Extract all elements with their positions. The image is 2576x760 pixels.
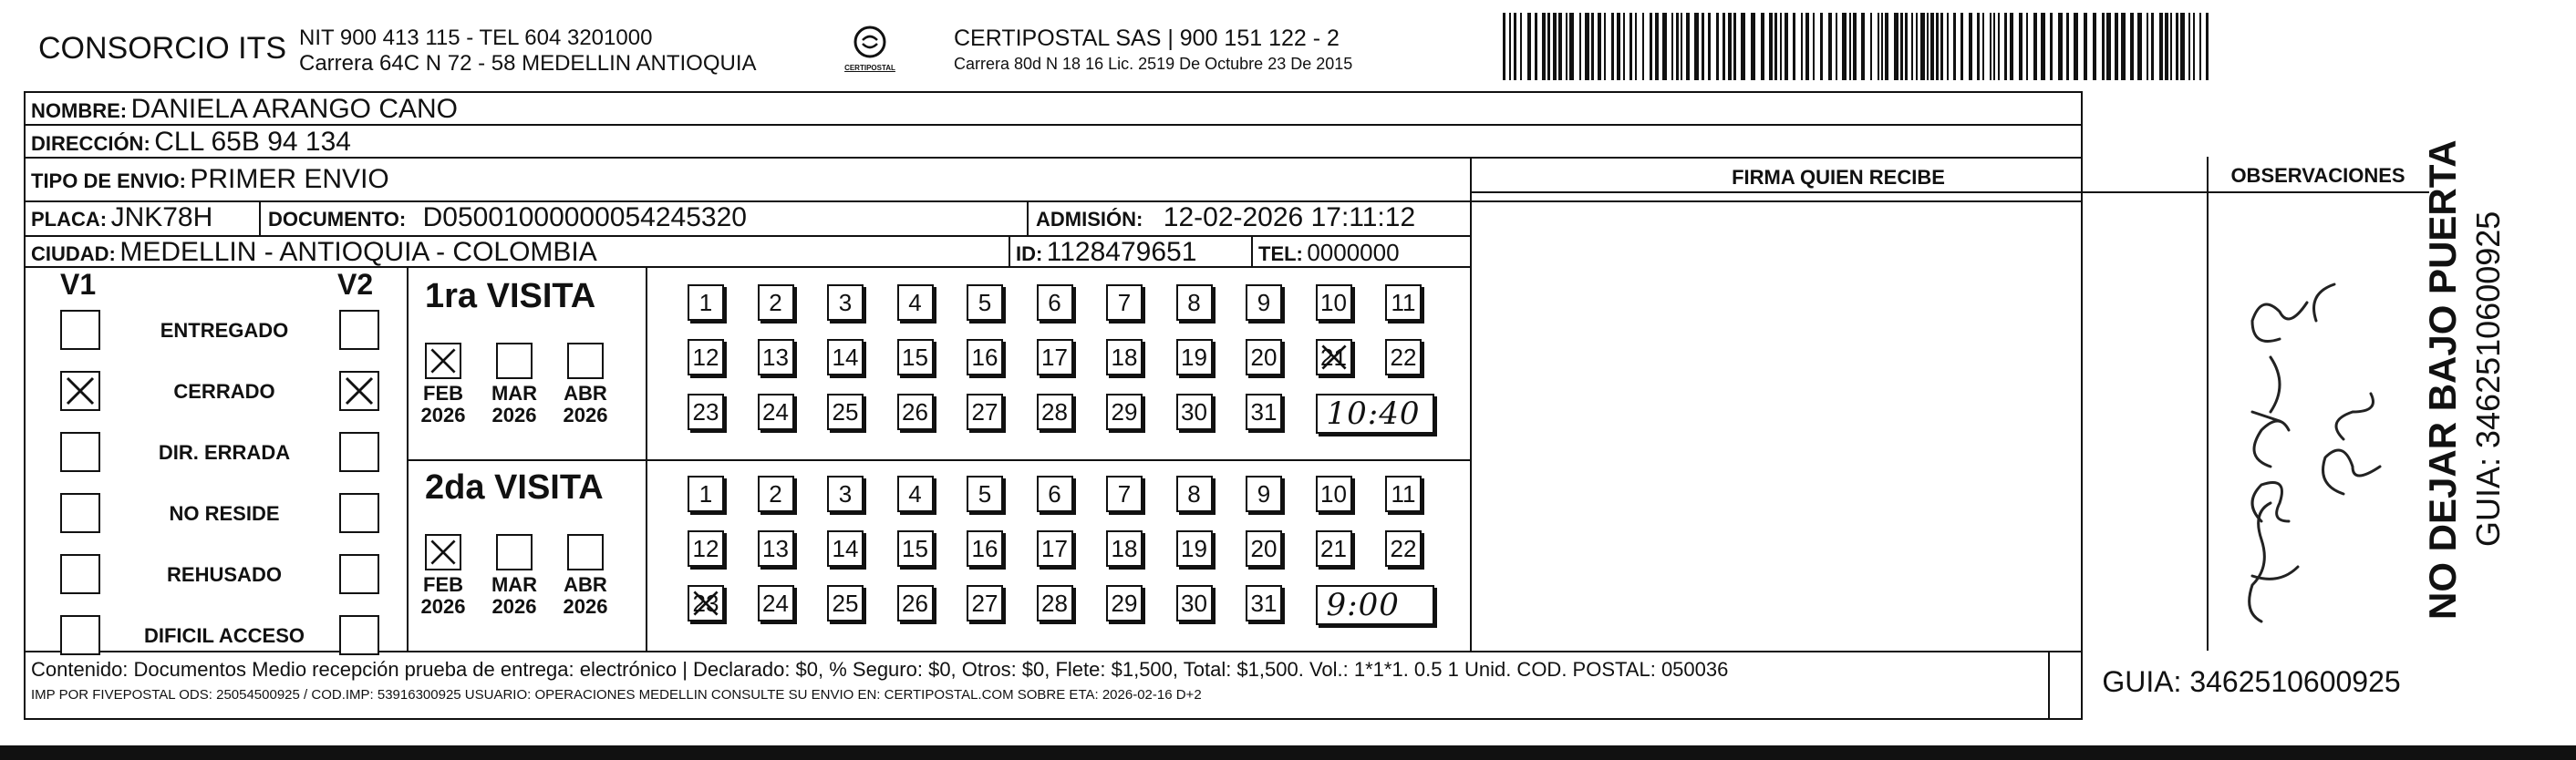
month-checkbox[interactable] xyxy=(425,343,461,379)
month-year: 2026 xyxy=(491,404,537,426)
v2-checkbox[interactable] xyxy=(339,554,379,594)
status-label: NO RESIDE xyxy=(169,502,280,525)
day-box[interactable]: 19 xyxy=(1176,530,1213,567)
day-box[interactable]: 24 xyxy=(758,585,794,621)
day-box[interactable]: 23 xyxy=(688,585,724,621)
month-checkbox[interactable] xyxy=(496,343,533,379)
admision-row xyxy=(1036,202,1415,233)
day-box[interactable]: 14 xyxy=(827,339,864,375)
ciudad-row xyxy=(31,237,597,268)
day-box[interactable]: 23 xyxy=(688,394,724,430)
side-guia: GUIA: 3462510600925 xyxy=(2469,211,2507,547)
observaciones-header: OBSERVACIONES xyxy=(2230,164,2405,187)
certipostal-license: Carrera 80d N 18 16 Lic. 2519 De Octubre 23 De 2015 xyxy=(954,55,1353,73)
day-box[interactable]: 1 xyxy=(688,476,724,512)
tel-value: 0000000 xyxy=(1307,239,1400,266)
month-checkbox[interactable] xyxy=(425,534,461,570)
v2-checkbox[interactable] xyxy=(339,310,379,350)
day-box[interactable]: 15 xyxy=(897,339,934,375)
v1-checkbox[interactable] xyxy=(60,432,100,472)
day-box[interactable]: 13 xyxy=(758,339,794,375)
day-box[interactable]: 17 xyxy=(1037,339,1073,375)
v1-header: V1 xyxy=(60,268,97,301)
v1-checkbox[interactable] xyxy=(60,310,100,350)
day-check-mark xyxy=(689,587,722,620)
day-box[interactable]: 20 xyxy=(1246,339,1282,375)
v2-checkbox[interactable] xyxy=(339,371,379,411)
day-box[interactable]: 29 xyxy=(1106,585,1143,621)
footer-imp: IMP POR FIVEPOSTAL ODS: 25054500925 / COD.IMP: 53916300925 USUARIO: OPERACIONES MEDELLIN CONSULTE SU ENVIO EN: CERTIPOSTAL.COM SOBRE ETA: 2026-02-16 D+2 xyxy=(31,687,1202,703)
direccion-label: DIRECCIÓN: xyxy=(31,132,150,155)
day-box[interactable]: 19 xyxy=(1176,339,1213,375)
day-box[interactable]: 8 xyxy=(1176,476,1213,512)
month-year: 2026 xyxy=(420,595,466,618)
month-label xyxy=(558,383,613,426)
tipo-envio-label: TIPO DE ENVIO: xyxy=(31,169,186,192)
day-box[interactable]: 20 xyxy=(1246,530,1282,567)
certipostal-info: CERTIPOSTAL SAS | 900 151 122 - 2 xyxy=(954,26,1340,51)
day-box[interactable]: 12 xyxy=(688,339,724,375)
nombre-value: DANIELA ARANGO CANO xyxy=(130,94,458,124)
day-box[interactable]: 25 xyxy=(827,585,864,621)
day-box[interactable]: 17 xyxy=(1037,530,1073,567)
month-label xyxy=(487,383,542,426)
placa-value: JNK78H xyxy=(110,202,213,232)
company-name: CONSORCIO ITS xyxy=(38,31,287,66)
visit1-title: 1ra VISITA xyxy=(425,277,596,315)
day-box[interactable]: 9 xyxy=(1246,476,1282,512)
documento-value: D05001000000054245320 xyxy=(422,202,747,232)
month-name: MAR xyxy=(491,573,538,596)
status-label: ENTREGADO xyxy=(160,319,289,342)
day-box[interactable]: 9 xyxy=(1246,284,1282,321)
day-box[interactable]: 18 xyxy=(1106,339,1143,375)
month-year: 2026 xyxy=(491,595,537,618)
month-name: FEB xyxy=(423,573,463,596)
footer-contenido: Contenido: Documentos Medio recepción prueba de entrega: electrónico | Declarado: $0, % Seguro: $0, Otros: $0, Flete: $1,500, Total: $1,500. Vol.: 1*1*1. 0.5 1 Unid. COD. POSTAL: 050036 xyxy=(31,658,1729,681)
day-box[interactable]: 7 xyxy=(1106,476,1143,512)
no-dejar-notice: NO DEJAR BAJO PUERTA xyxy=(2421,139,2464,620)
v1-checkbox[interactable] xyxy=(60,493,100,533)
month-year: 2026 xyxy=(420,404,466,426)
day-box[interactable]: 10 xyxy=(1316,476,1352,512)
month-label xyxy=(416,574,471,618)
month-year: 2026 xyxy=(563,595,608,618)
day-box[interactable]: 30 xyxy=(1176,585,1213,621)
month-checkbox[interactable] xyxy=(496,534,533,570)
day-box[interactable]: 21 xyxy=(1316,530,1352,567)
month-name: ABR xyxy=(564,573,607,596)
day-box[interactable]: 28 xyxy=(1037,394,1073,430)
admision-value: 12-02-2026 17:11:12 xyxy=(1163,202,1416,232)
day-box[interactable]: 28 xyxy=(1037,585,1073,621)
firma-header: FIRMA QUIEN RECIBE xyxy=(1732,166,1945,189)
month-checkbox[interactable] xyxy=(567,534,604,570)
v2-checkbox[interactable] xyxy=(339,615,379,655)
day-box[interactable]: 22 xyxy=(1385,530,1422,567)
day-box[interactable]: 16 xyxy=(967,339,1003,375)
month-name: FEB xyxy=(423,382,463,405)
day-box[interactable]: 6 xyxy=(1037,284,1073,321)
day-box[interactable]: 11 xyxy=(1385,284,1422,321)
status-label: REHUSADO xyxy=(167,563,282,586)
bottom-bar xyxy=(0,745,2576,760)
month-name: ABR xyxy=(564,382,607,405)
day-box[interactable]: 31 xyxy=(1246,585,1282,621)
status-label: DIFICIL ACCESO xyxy=(143,624,305,647)
company-address: Carrera 64C N 72 - 58 MEDELLIN ANTIOQUIA xyxy=(299,51,757,76)
day-box[interactable]: 26 xyxy=(897,394,934,430)
day-box[interactable]: 16 xyxy=(967,530,1003,567)
day-box[interactable]: 24 xyxy=(758,394,794,430)
direccion-row xyxy=(31,127,351,158)
day-box[interactable]: 18 xyxy=(1106,530,1143,567)
documento-label: DOCUMENTO: xyxy=(268,208,407,231)
tel-label: TEL: xyxy=(1258,242,1303,265)
day-box[interactable]: 30 xyxy=(1176,394,1213,430)
placa-label: PLACA: xyxy=(31,208,108,231)
ciudad-value: MEDELLIN - ANTIOQUIA - COLOMBIA xyxy=(119,237,597,267)
day-box[interactable]: 3 xyxy=(827,284,864,321)
month-checkbox[interactable] xyxy=(567,343,604,379)
day-box[interactable]: 6 xyxy=(1037,476,1073,512)
visit-time-value: 9:00 xyxy=(1326,587,1400,623)
documento-row xyxy=(268,202,747,233)
id-label: ID: xyxy=(1016,242,1043,265)
day-box[interactable]: 2 xyxy=(758,284,794,321)
footer-guia: GUIA: 3462510600925 xyxy=(2102,665,2401,698)
day-box[interactable]: 15 xyxy=(897,530,934,567)
placa-row xyxy=(31,202,212,233)
handwritten-signature xyxy=(2207,193,2429,651)
day-box[interactable]: 4 xyxy=(897,476,934,512)
day-box[interactable]: 22 xyxy=(1385,339,1422,375)
logo-text: CERTIPOSTAL xyxy=(844,64,895,72)
v1-checkbox[interactable] xyxy=(60,371,100,411)
v1-checkbox[interactable] xyxy=(60,554,100,594)
v2-checkbox[interactable] xyxy=(339,493,379,533)
v2-header: V2 xyxy=(337,268,374,301)
day-box[interactable]: 13 xyxy=(758,530,794,567)
day-box[interactable]: 8 xyxy=(1176,284,1213,321)
day-box[interactable]: 14 xyxy=(827,530,864,567)
month-year: 2026 xyxy=(563,404,608,426)
status-label: CERRADO xyxy=(173,380,275,403)
visit2-title: 2da VISITA xyxy=(425,468,604,507)
certipostal-logo xyxy=(837,24,903,80)
id-row xyxy=(1016,237,1196,268)
day-box[interactable]: 29 xyxy=(1106,394,1143,430)
month-name: MAR xyxy=(491,382,538,405)
admision-label: ADMISIÓN: xyxy=(1036,208,1143,231)
day-box[interactable]: 5 xyxy=(967,284,1003,321)
day-box[interactable]: 12 xyxy=(688,530,724,567)
status-label: DIR. ERRADA xyxy=(158,441,291,464)
month-label xyxy=(487,574,542,618)
company-nit-tel: NIT 900 413 115 - TEL 604 3201000 xyxy=(299,26,653,50)
day-box[interactable]: 27 xyxy=(967,585,1003,621)
day-box[interactable]: 31 xyxy=(1246,394,1282,430)
day-box[interactable]: 26 xyxy=(897,585,934,621)
v2-checkbox[interactable] xyxy=(339,432,379,472)
day-check-mark xyxy=(1318,341,1350,374)
day-box[interactable]: 1 xyxy=(688,284,724,321)
day-box[interactable]: 7 xyxy=(1106,284,1143,321)
tipo-envio-row xyxy=(31,164,389,195)
v1-checkbox[interactable] xyxy=(60,615,100,655)
month-label xyxy=(558,574,613,618)
visit-time[interactable] xyxy=(1316,394,1434,434)
day-box[interactable]: 3 xyxy=(827,476,864,512)
barcode xyxy=(1503,13,2214,80)
month-label xyxy=(416,383,471,426)
direccion-value: CLL 65B 94 134 xyxy=(154,127,351,157)
day-box[interactable]: 21 xyxy=(1316,339,1352,375)
day-box[interactable]: 4 xyxy=(897,284,934,321)
day-box[interactable]: 2 xyxy=(758,476,794,512)
ciudad-label: CIUDAD: xyxy=(31,242,116,265)
id-value: 1128479651 xyxy=(1046,237,1197,267)
nombre-label: NOMBRE: xyxy=(31,99,128,122)
tipo-envio-value: PRIMER ENVIO xyxy=(190,164,389,194)
nombre-row xyxy=(31,94,458,125)
day-box[interactable]: 5 xyxy=(967,476,1003,512)
visit-time-value: 10:40 xyxy=(1326,395,1421,432)
day-box[interactable]: 25 xyxy=(827,394,864,430)
visit-time[interactable] xyxy=(1316,585,1434,625)
day-box[interactable]: 11 xyxy=(1385,476,1422,512)
tel-row xyxy=(1258,239,1400,267)
day-box[interactable]: 27 xyxy=(967,394,1003,430)
day-box[interactable]: 10 xyxy=(1316,284,1352,321)
